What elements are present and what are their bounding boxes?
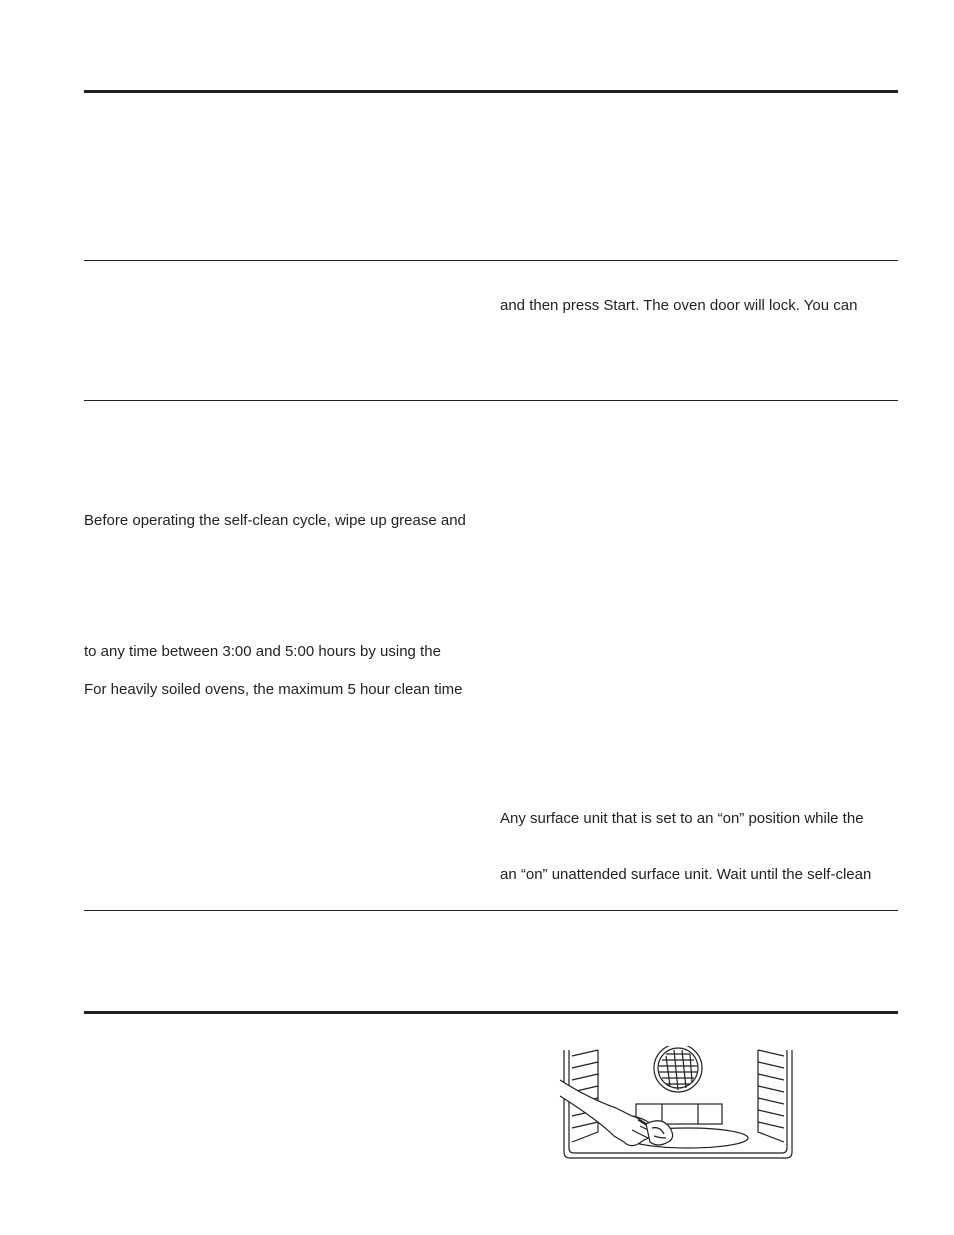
top-rule [84, 90, 898, 93]
text-line: Any surface unit that is set to an “on” position while the [500, 810, 864, 827]
text-line: to any time between 3:00 and 5:00 hours by using the [84, 643, 441, 660]
section-rule-thick [84, 1011, 898, 1014]
oven-interior-wiping-illustration-icon [558, 1046, 798, 1162]
text-line: an “on” unattended surface unit. Wait until the self-clean [500, 866, 872, 883]
section-divider [84, 400, 898, 401]
section-divider [84, 260, 898, 261]
section-divider [84, 910, 898, 911]
text-line: and then press Start. The oven door will lock. You can [500, 297, 858, 314]
text-line: For heavily soiled ovens, the maximum 5 hour clean time [84, 681, 463, 698]
text-line: Before operating the self-clean cycle, wipe up grease and [84, 512, 466, 529]
